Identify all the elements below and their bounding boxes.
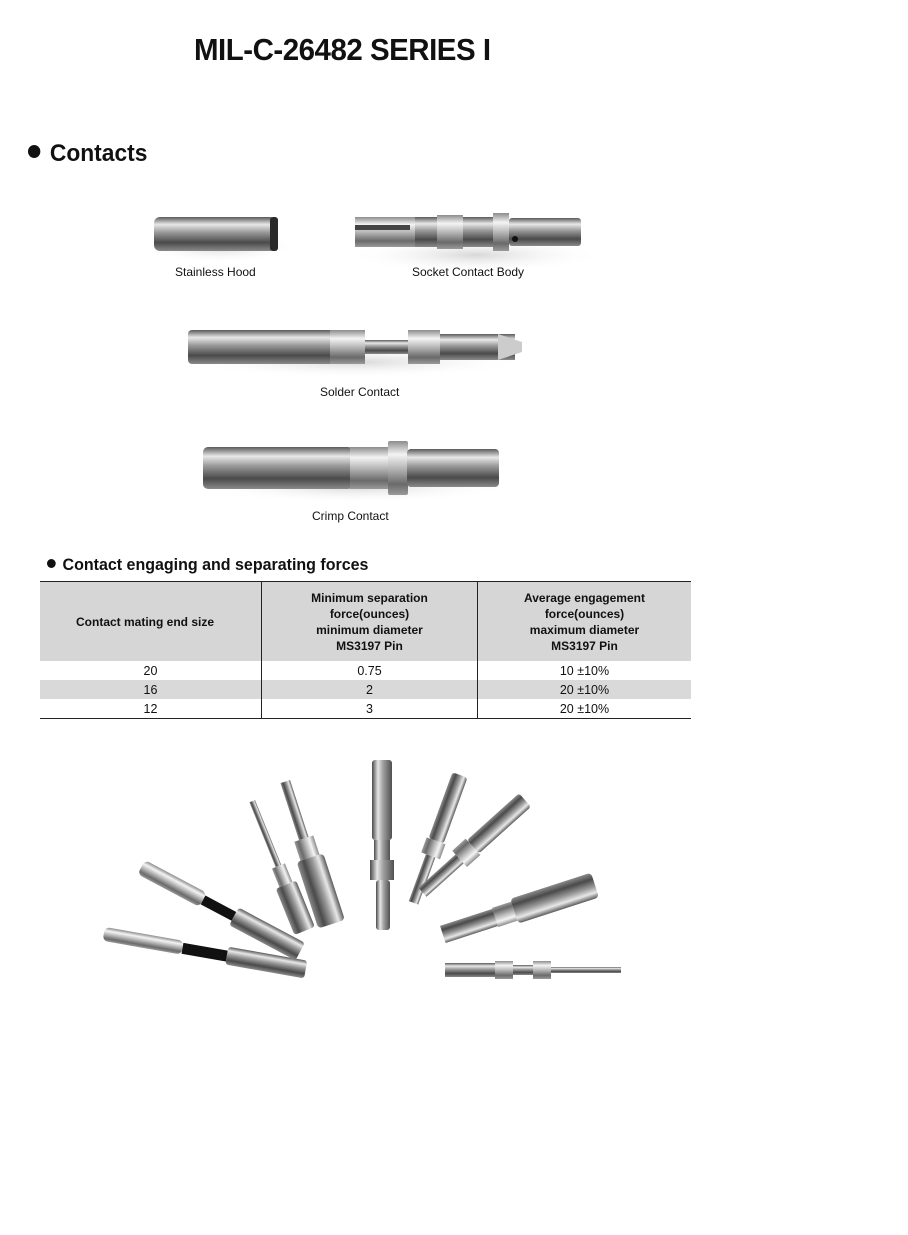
- header-line: force(ounces): [544, 606, 625, 621]
- contacts-assortment-photo: [100, 755, 630, 985]
- header-line: Minimum separation: [311, 590, 428, 605]
- cell-size: 16: [40, 680, 262, 699]
- header-line: MS3197 Pin: [336, 638, 403, 653]
- header-line: Average engagement: [524, 590, 645, 605]
- header-line: MS3197 Pin: [551, 638, 618, 653]
- solder-contact-image: [180, 320, 530, 380]
- header-line: Contact mating end size: [76, 614, 215, 629]
- forces-table-heading: [47, 556, 368, 575]
- bullet-icon: [28, 145, 40, 158]
- cell-avg-eng: 20 ±10%: [478, 699, 692, 719]
- table-row: [40, 699, 691, 719]
- page-title: MIL-C-26482 SERIES I: [194, 32, 491, 67]
- bullet-icon: [47, 559, 56, 568]
- solder-contact-caption: Solder Contact: [320, 385, 400, 399]
- cell-size: 12: [40, 699, 262, 719]
- cell-min-sep: 2: [262, 680, 478, 699]
- section-heading-contacts: [28, 140, 147, 168]
- cell-size: 20: [143, 663, 158, 678]
- cell-min-sep: 0.75: [262, 661, 478, 680]
- header-line: minimum diameter: [316, 622, 423, 637]
- forces-heading-text: Contact engaging and separating forces: [62, 556, 369, 574]
- forces-table: [40, 581, 691, 719]
- socket-contact-body-caption: Socket Contact Body: [412, 265, 525, 279]
- cell-avg-eng: 10 ±10%: [478, 661, 692, 680]
- stainless-hood-image: [140, 205, 300, 265]
- table-row: [40, 661, 691, 680]
- crimp-contact-caption: Crimp Contact: [312, 509, 389, 523]
- cell-min-sep: 3: [262, 699, 478, 719]
- header-line: maximum diameter: [529, 622, 640, 637]
- table-header-row: [40, 582, 691, 662]
- header-min-separation: [262, 582, 478, 662]
- table-row: [40, 680, 691, 699]
- crimp-contact-image: [195, 435, 515, 505]
- header-contact-size: [40, 582, 262, 662]
- header-line: force(ounces): [329, 606, 410, 621]
- stainless-hood-caption: Stainless Hood: [175, 265, 256, 279]
- section-heading-text: Contacts: [49, 140, 148, 167]
- cell-avg-eng: 20 ±10%: [478, 680, 692, 699]
- header-avg-engagement: [478, 582, 692, 662]
